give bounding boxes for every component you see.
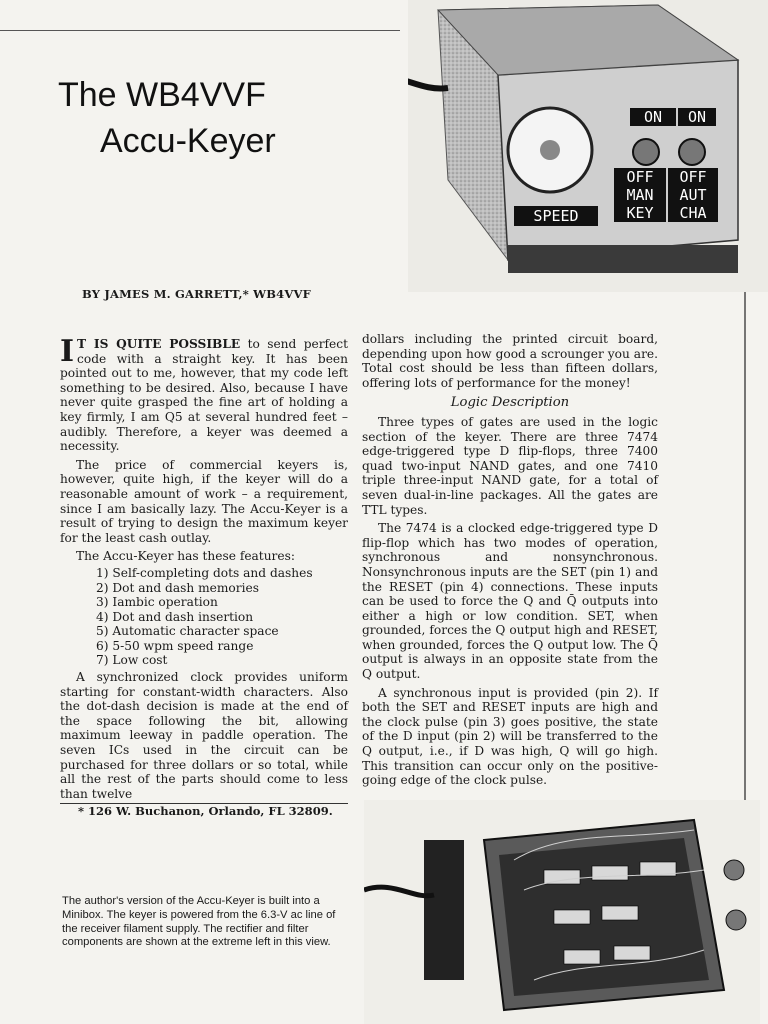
label-on-2: ON bbox=[687, 108, 707, 126]
list-item: 2) Dot and dash memories bbox=[96, 580, 259, 595]
label-on-1: ON bbox=[643, 108, 663, 126]
paragraph-8: A synchronous input is provided (pin 2). If both the SET and RESET inputs are high and the clock pulse (pin 3) goes positive, the state of the D input (pin 2) will be transferred to the Q output, i.e., if D was high, Q will go high. This transition can occur only on the positive-going edge of the clock pulse. bbox=[362, 685, 658, 788]
label-cha: CHA bbox=[679, 204, 707, 222]
list-item: 5) Automatic character space bbox=[96, 624, 279, 639]
title-line-1: The WB4VVF bbox=[58, 76, 266, 114]
paragraph-4: A synchronized clock provides uniform starting for constant-width characters. Also the dot-dash decision is made at the end of the space following the bit, allowing maximum leeway in paddle operation. The seven ICs used in the circuit can be purchased for three dollars or so total, while all the rest of the parts should come to less than twelve bbox=[60, 670, 348, 801]
keyer-photo bbox=[408, 0, 768, 292]
list-item: 3) Iambic operation bbox=[96, 595, 218, 610]
list-item: 4) Dot and dash insertion bbox=[96, 609, 254, 624]
list-item: 7) Low cost bbox=[96, 653, 168, 668]
label-off-2: OFF bbox=[679, 168, 707, 186]
label-aut: AUT bbox=[679, 186, 707, 204]
title-line-2: Accu-Keyer bbox=[100, 122, 276, 160]
section-heading: Logic Description bbox=[450, 395, 570, 411]
paragraph-6: Three types of gates are used in the logic section of the keyer. There are three 7474 edge-triggered type D flip-flops, three 7400 quad two-input NAND gates, and one 7410 triple three-input NAND gate, for a total of seven dual-in-line packages. All the gates are TTL types. bbox=[362, 414, 658, 517]
paragraph-1 bbox=[60, 334, 348, 454]
top-rule bbox=[0, 30, 400, 31]
label-key: KEY bbox=[626, 204, 654, 222]
paragraph-3: The Accu-Keyer has these features: bbox=[76, 549, 295, 564]
paragraph-5: dollars including the printed circuit board, depending upon how good a scrounger you are. Total cost should be less than fifteen dollars, offering lots of performance for the money! bbox=[362, 332, 658, 390]
photo-caption: The author's version of the Accu-Keyer is built into a Minibox. The keyer is powered from the 6.3-V ac line of the receiver filament supply. The rectifier and filter components are shown at the extreme left in this view. bbox=[62, 895, 336, 949]
article-title bbox=[58, 72, 388, 164]
paragraph-2: The price of commercial keyers is, however, quite high, if the keyer will do a reasonable amount of work – a requirement, since I am basically lazy. The Accu-Keyer is a result of trying to design the maximum keyer for the least cash outlay. bbox=[60, 457, 348, 545]
list-item: 1) Self-completing dots and dashes bbox=[96, 565, 313, 580]
paragraph-7: The 7474 is a clocked edge-triggered type D flip-flop which has two modes of operation, synchronous and nonsynchronous. Nonsynchronous inputs are the SET (pin 1) and the RESET (pin 4) connections. These inputs can be used to force the Q and Q̄ outputs into either a high or low condition. SET, when grounded, forces the Q output high and RESET, when grounded, forces the Q output low. The Q̄ output is always in an opposite state from the Q output. bbox=[362, 521, 658, 682]
column-1 bbox=[60, 334, 348, 819]
list-item: 6) 5-50 wpm speed range bbox=[96, 638, 254, 653]
drop-cap: I bbox=[60, 334, 75, 369]
lead-in: T IS QUITE POSSIBLE bbox=[77, 337, 241, 351]
circuit-photo bbox=[364, 800, 760, 1024]
label-speed: SPEED bbox=[533, 207, 579, 225]
label-man: MAN bbox=[626, 186, 654, 204]
label-off-1: OFF bbox=[626, 168, 654, 186]
paragraph-1-text: to send perfect code with a straight key. It has been pointed out to me, however, that my code left something to be desired. Also, because I have never quite grasped the fine art of holding a key firmly, I am Q5 at several hundred feet – audibly. Therefore, a keyer was deemed a necessity. bbox=[60, 337, 348, 454]
feature-list bbox=[60, 566, 348, 668]
footnote: * 126 W. Buchanon, Orlando, FL 32809. bbox=[60, 803, 348, 819]
column-2 bbox=[362, 332, 658, 788]
byline: BY JAMES M. GARRETT,* WB4VVF bbox=[82, 287, 311, 301]
